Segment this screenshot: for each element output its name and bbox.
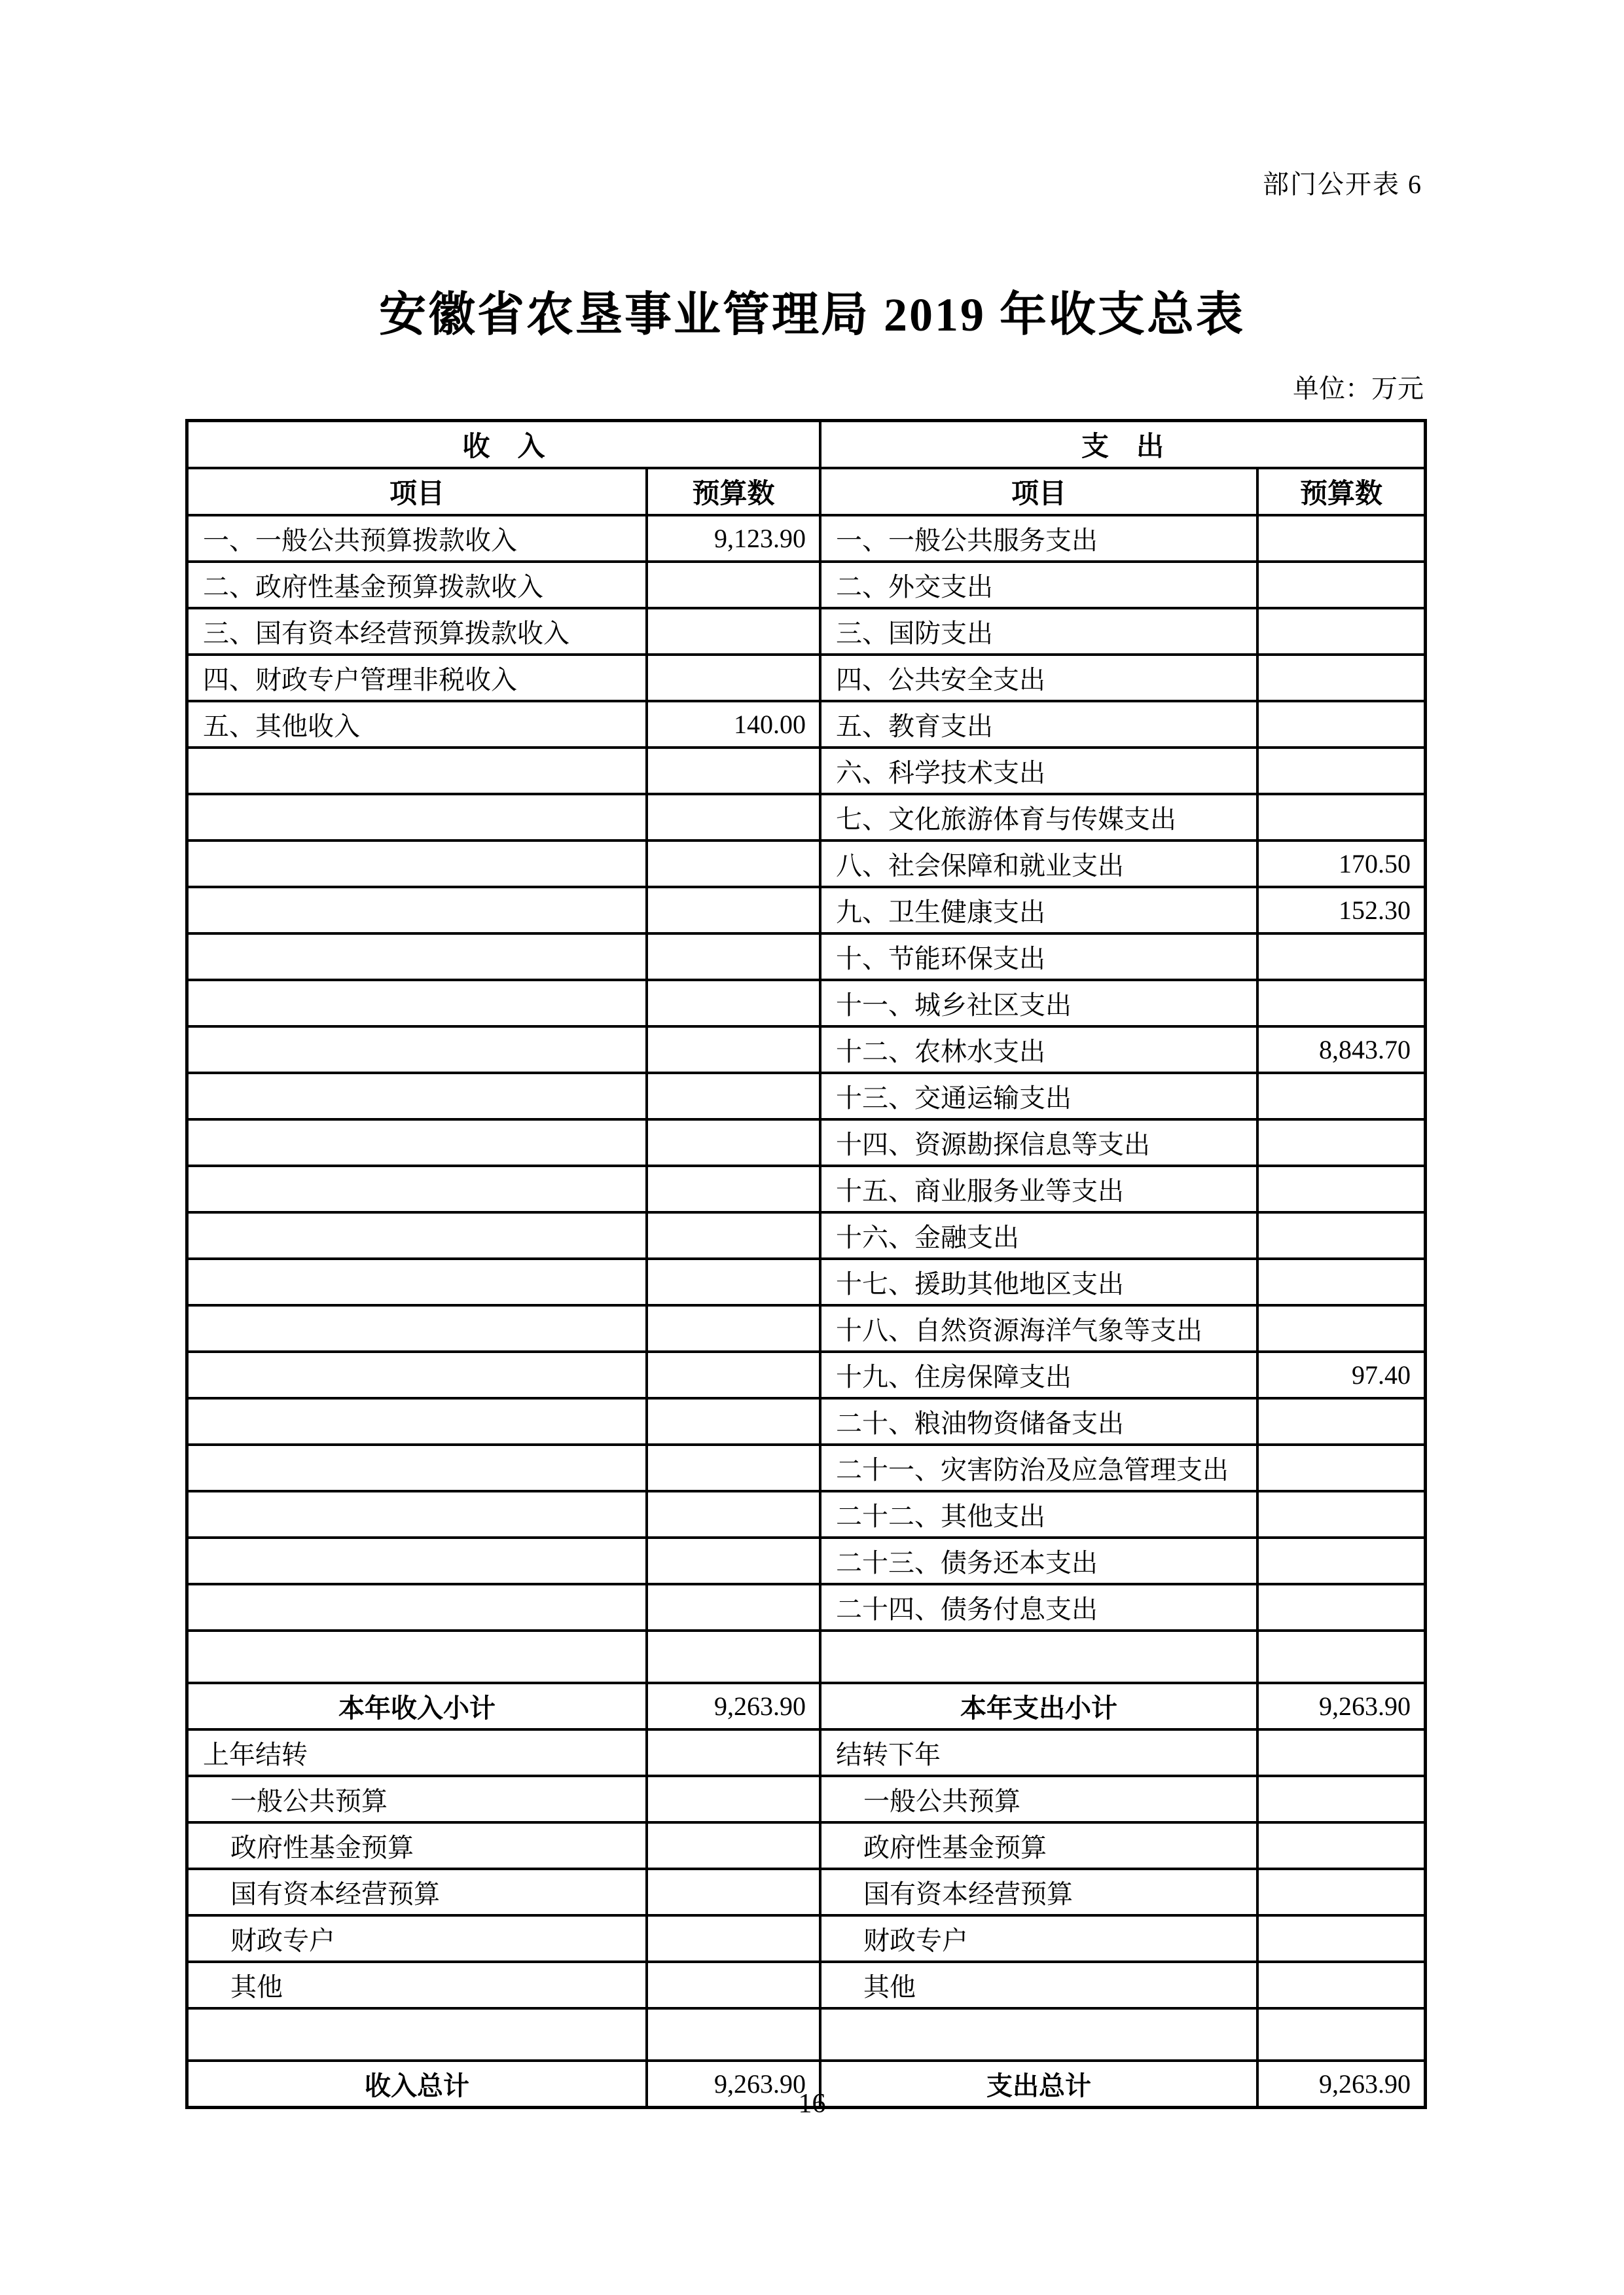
expense-item-cell: 结转下年 (821, 1731, 1259, 1775)
expense-amount-cell (1259, 1870, 1424, 1914)
income-amount-cell (648, 795, 821, 839)
income-item-cell: 财政专户 (189, 1917, 648, 1961)
expense-item-cell: 十九、住房保障支出 (821, 1353, 1259, 1397)
income-item-cell: 国有资本经营预算 (189, 1870, 648, 1914)
expense-amount-cell: 9,263.90 (1319, 2069, 1411, 2099)
expense-item-cell: 一、一般公共服务支出 (821, 516, 1259, 560)
income-item-cell: 一般公共预算 (189, 1777, 648, 1821)
income-item-cell (189, 935, 648, 979)
expense-amount-cell (1259, 1824, 1424, 1868)
income-item-cell (189, 2010, 648, 2059)
table-row (189, 2010, 1424, 2062)
income-item-cell (189, 1121, 648, 1165)
expense-item-cell: 十五、商业服务业等支出 (821, 1167, 1259, 1211)
income-item-cell (189, 1492, 648, 1536)
expense-amount-cell (1259, 1074, 1424, 1118)
expense-item-cell: 本年支出小计 (821, 1684, 1259, 1728)
expense-item-cell: 四、公共安全支出 (821, 656, 1259, 700)
income-item-cell (189, 1446, 648, 1490)
expense-amount-cell (1259, 1446, 1424, 1490)
table-row (189, 1074, 1424, 1121)
income-item-cell (189, 888, 648, 932)
expense-amount-cell (1259, 1917, 1424, 1961)
income-item-cell (189, 1260, 648, 1304)
table-row (189, 563, 1424, 609)
income-amount-cell (648, 1585, 821, 1629)
expense-amount-cell (1259, 609, 1424, 653)
income-amount-cell (648, 1028, 821, 1072)
expense-item-cell: 十二、农林水支出 (821, 1028, 1259, 1072)
expense-amount-cell (1259, 981, 1424, 1025)
income-item-cell (189, 1400, 648, 1443)
expense-item-cell: 八、社会保障和就业支出 (821, 842, 1259, 886)
income-item-cell: 一、一般公共预算拨款收入 (189, 516, 648, 560)
expense-amount-cell (1259, 656, 1424, 700)
expense-item-cell: 七、文化旅游体育与传媒支出 (821, 795, 1259, 839)
income-amount-cell (648, 1167, 821, 1211)
expense-item-cell: 九、卫生健康支出 (821, 888, 1259, 932)
income-item-cell: 二、政府性基金预算拨款收入 (189, 563, 648, 607)
income-item-cell (189, 749, 648, 793)
expense-amount-cell (1259, 2010, 1424, 2059)
table-row (189, 1028, 1424, 1074)
expense-item-cell: 十七、援助其他地区支出 (821, 1260, 1259, 1304)
expense-item-cell: 二十三、债务还本支出 (821, 1539, 1259, 1583)
income-amount-cell (648, 749, 821, 793)
table-row (189, 795, 1424, 842)
expense-amount-cell (1259, 563, 1424, 607)
income-amount-cell (648, 563, 821, 607)
income-amount-cell (648, 842, 821, 886)
income-amount-cell (648, 888, 821, 932)
table-row (189, 702, 1424, 749)
expense-amount-cell: 97.40 (1352, 1360, 1411, 1390)
income-amount-cell (648, 981, 821, 1025)
budget-table (185, 419, 1427, 2109)
table-row (189, 1684, 1424, 1731)
table-row (189, 1632, 1424, 1684)
corner-label: 部门公开表 6 (1263, 170, 1422, 199)
expense-amount-cell: 152.30 (1339, 895, 1411, 925)
income-item-cell (189, 1214, 648, 1257)
income-group-header: 收 入 (189, 422, 821, 467)
expense-item-cell: 支出总计 (821, 2062, 1259, 2106)
table-row (189, 1214, 1424, 1260)
income-amount-cell (648, 1074, 821, 1118)
table-row (189, 749, 1424, 795)
income-amount-cell: 9,263.90 (648, 1684, 821, 1728)
expense-item-cell: 二十四、债务付息支出 (821, 1585, 1259, 1629)
expense-item-cell: 十八、自然资源海洋气象等支出 (821, 1307, 1259, 1350)
page-title: 安徽省农垦事业管理局 2019 年收支总表 (378, 289, 1245, 341)
table-row (189, 1167, 1424, 1214)
income-amount-cell (648, 1870, 821, 1914)
expense-amount-cell (1259, 1539, 1424, 1583)
income-amount-cell (648, 1824, 821, 1868)
expense-amount-cell (1259, 702, 1424, 746)
income-amount-cell (648, 935, 821, 979)
table-row (189, 1492, 1424, 1539)
expense-item-column-header: 项目 (821, 469, 1259, 514)
expense-item-cell: 十一、城乡社区支出 (821, 981, 1259, 1025)
income-item-column-header: 项目 (189, 469, 648, 514)
unit-label: 单位：万元 (1293, 374, 1424, 403)
income-item-cell (189, 842, 648, 886)
income-item-cell: 本年收入小计 (189, 1684, 648, 1728)
expense-item-cell: 十、节能环保支出 (821, 935, 1259, 979)
expense-amount-cell (1259, 1585, 1424, 1629)
expense-amount-cell (1259, 1214, 1424, 1257)
income-item-cell: 三、国有资本经营预算拨款收入 (189, 609, 648, 653)
income-amount-cell (648, 1121, 821, 1165)
expense-item-cell: 二十、粮油物资储备支出 (821, 1400, 1259, 1443)
expense-item-cell: 三、国防支出 (821, 609, 1259, 653)
expense-item-cell: 十三、交通运输支出 (821, 1074, 1259, 1118)
table-row (189, 1917, 1424, 1963)
expense-item-cell (821, 1632, 1259, 1682)
income-amount-cell (648, 1260, 821, 1304)
table-row (189, 888, 1424, 935)
expense-item-cell: 国有资本经营预算 (821, 1870, 1259, 1914)
page-number: 16 (798, 2089, 826, 2119)
income-amount-cell (648, 656, 821, 700)
expense-amount-cell: 170.50 (1339, 849, 1411, 878)
table-row (189, 609, 1424, 656)
table-row (189, 1353, 1424, 1400)
income-amount-cell (648, 1539, 821, 1583)
table-row (189, 1824, 1424, 1870)
expense-item-cell: 十四、资源勘探信息等支出 (821, 1121, 1259, 1165)
expense-item-cell: 财政专户 (821, 1917, 1259, 1961)
expense-amount-cell (1259, 516, 1424, 560)
table-row (189, 1400, 1424, 1446)
expense-amount-cell (1259, 795, 1424, 839)
income-item-cell (189, 1167, 648, 1211)
table-row (189, 842, 1424, 888)
income-amount-cell (648, 1963, 821, 2007)
expense-budget-column-header: 预算数 (1299, 479, 1382, 509)
income-item-cell: 五、其他收入 (189, 702, 648, 746)
table-row (189, 656, 1424, 702)
expense-item-cell: 一般公共预算 (821, 1777, 1259, 1821)
table-row (189, 1731, 1424, 1777)
income-item-cell (189, 1028, 648, 1072)
table-row (189, 1307, 1424, 1353)
income-item-cell: 上年结转 (189, 1731, 648, 1775)
table-row (189, 1585, 1424, 1632)
income-amount-cell (648, 1307, 821, 1350)
income-amount-cell (648, 1731, 821, 1775)
expense-item-cell: 五、教育支出 (821, 702, 1259, 746)
income-amount-cell (648, 609, 821, 653)
income-item-cell: 收入总计 (189, 2062, 648, 2106)
expense-amount-cell: 9,263.90 (1319, 1691, 1411, 1721)
expense-group-header: 支 出 (1081, 432, 1164, 462)
income-amount-cell: 9,123.90 (648, 516, 821, 560)
income-amount-cell (648, 1446, 821, 1490)
table-row (189, 1260, 1424, 1307)
table-row (189, 1777, 1424, 1824)
expense-item-cell: 其他 (821, 1963, 1259, 2007)
expense-amount-cell (1259, 749, 1424, 793)
table-row (189, 981, 1424, 1028)
expense-amount-cell (1259, 935, 1424, 979)
income-amount-cell (648, 1777, 821, 1821)
expense-item-cell: 二、外交支出 (821, 563, 1259, 607)
table-row (189, 516, 1424, 563)
income-amount-cell (648, 1917, 821, 1961)
table-group-header-row (189, 422, 1424, 469)
income-amount-cell: 140.00 (648, 702, 821, 746)
income-item-cell: 其他 (189, 1963, 648, 2007)
expense-item-cell: 二十一、灾害防治及应急管理支出 (821, 1446, 1259, 1490)
income-item-cell (189, 1632, 648, 1682)
table-row (189, 1121, 1424, 1167)
income-amount-cell (648, 2010, 821, 2059)
expense-amount-cell (1259, 1777, 1424, 1821)
table-row (189, 1539, 1424, 1585)
expense-amount-cell (1259, 1731, 1424, 1775)
income-item-cell (189, 1307, 648, 1350)
income-amount-cell (648, 1214, 821, 1257)
expense-amount-cell (1259, 1400, 1424, 1443)
expense-amount-cell (1259, 1963, 1424, 2007)
expense-item-cell: 六、科学技术支出 (821, 749, 1259, 793)
table-row (189, 1870, 1424, 1917)
income-item-cell: 四、财政专户管理非税收入 (189, 656, 648, 700)
income-item-cell (189, 1585, 648, 1629)
table-row (189, 1446, 1424, 1492)
table-column-header-row (189, 469, 1424, 516)
income-amount-cell (648, 1400, 821, 1443)
expense-amount-cell: 8,843.70 (1319, 1035, 1411, 1064)
income-item-cell (189, 981, 648, 1025)
income-item-cell (189, 1539, 648, 1583)
income-item-cell: 政府性基金预算 (189, 1824, 648, 1868)
expense-item-cell: 政府性基金预算 (821, 1824, 1259, 1868)
expense-amount-cell (1259, 1492, 1424, 1536)
income-budget-column-header: 预算数 (648, 469, 821, 514)
expense-amount-cell (1259, 1167, 1424, 1211)
income-amount-cell (648, 1492, 821, 1536)
expense-item-cell: 十六、金融支出 (821, 1214, 1259, 1257)
income-amount-cell (648, 1632, 821, 1682)
table-row (189, 1963, 1424, 2010)
income-amount-cell: 9,263.90 (648, 2062, 821, 2106)
income-item-cell (189, 1353, 648, 1397)
income-item-cell (189, 795, 648, 839)
expense-item-cell (821, 2010, 1259, 2059)
income-amount-cell (648, 1353, 821, 1397)
expense-item-cell: 二十二、其他支出 (821, 1492, 1259, 1536)
expense-amount-cell (1259, 1632, 1424, 1682)
expense-amount-cell (1259, 1260, 1424, 1304)
expense-amount-cell (1259, 1307, 1424, 1350)
table-row (189, 935, 1424, 981)
income-item-cell (189, 1074, 648, 1118)
expense-amount-cell (1259, 1121, 1424, 1165)
